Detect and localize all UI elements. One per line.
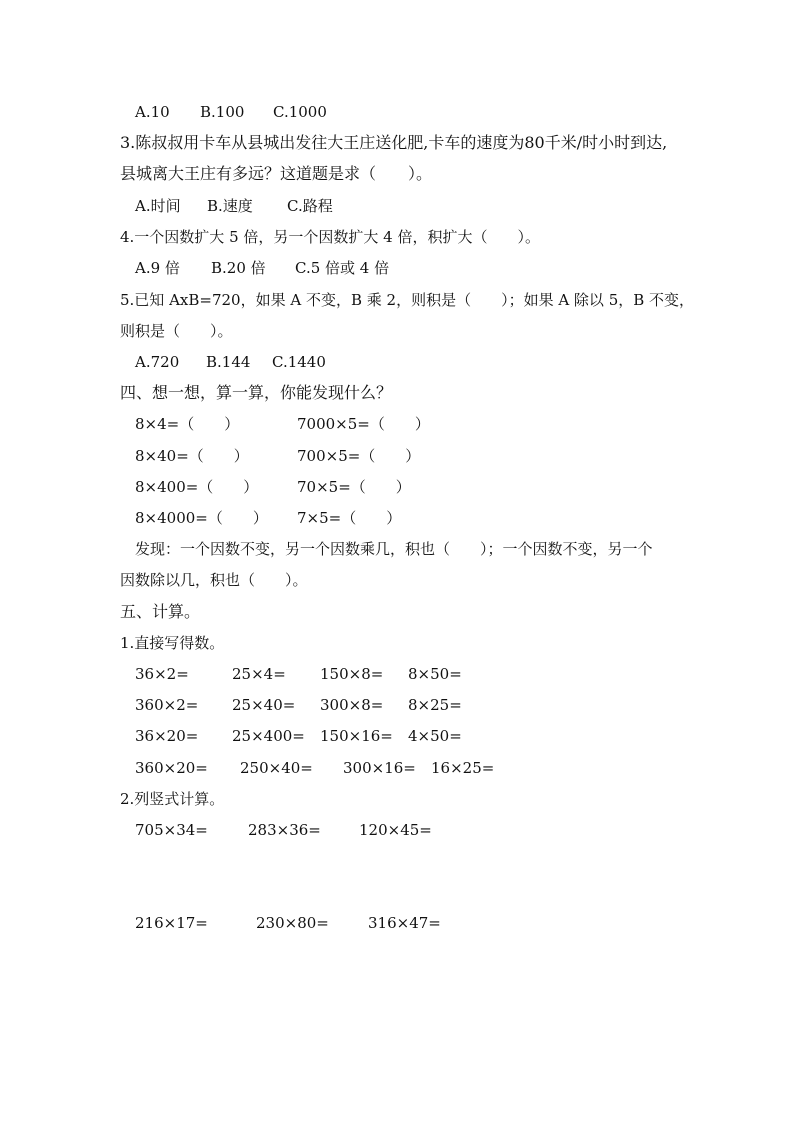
q3-option-b: B.速度	[207, 197, 253, 215]
section4-title: 四、想一想，算一算，你能发现什么？	[120, 383, 393, 402]
q2-option-a: A.10	[135, 103, 170, 121]
section4-left-4: 8×4000=（ ）	[135, 509, 268, 527]
section5-part1-title: 1.直接写得数。	[120, 634, 225, 652]
calc-cell: 8×50=	[408, 665, 462, 683]
section5-title: 五、计算。	[120, 602, 201, 621]
vertical-calc-item: 230×80=	[256, 914, 329, 932]
q4-option-a: A.9 倍	[135, 259, 180, 277]
q2-option-b: B.100	[200, 103, 245, 121]
calc-cell: 25×40=	[232, 696, 296, 714]
q5-option-b: B.144	[206, 353, 251, 371]
calc-cell: 16×25=	[431, 759, 495, 777]
calc-cell: 25×4=	[232, 665, 286, 683]
calc-cell: 4×50=	[408, 727, 462, 745]
q5-option-a: A.720	[135, 353, 180, 371]
q5-line1: 5.已知 AxB=720，如果 A 不变，B 乘 2，则积是（ ）；如果 A 除以 5，B 不变，	[120, 291, 695, 309]
vertical-calc-item: 283×36=	[248, 821, 321, 839]
calc-cell: 150×8=	[320, 665, 384, 683]
q5-option-c: C.1440	[272, 353, 326, 371]
q3-line1: 3.陈叔叔用卡车从县城出发往大王庄送化肥,卡车的速度为80千米/时小时到达,	[120, 133, 668, 152]
q3-line2: 县城离大王庄有多远？这道题是求（ ）。	[120, 164, 433, 183]
section4-right-3: 70×5=（ ）	[297, 478, 411, 496]
vertical-calc-item: 705×34=	[135, 821, 208, 839]
q5-line2: 则积是（ ）。	[120, 322, 233, 340]
calc-cell: 150×16=	[320, 727, 393, 745]
calc-cell: 36×20=	[135, 727, 199, 745]
q4-option-b: B.20 倍	[211, 259, 266, 277]
section4-right-1: 7000×5=（ ）	[297, 415, 430, 433]
section4-right-2: 700×5=（ ）	[297, 447, 421, 465]
vertical-calc-item: 120×45=	[359, 821, 432, 839]
calc-cell: 360×20=	[135, 759, 208, 777]
section4-discovery-line1: 发现：一个因数不变，另一个因数乘几，积也（ ）；一个因数不变，另一个	[135, 540, 653, 558]
calc-cell: 300×8=	[320, 696, 384, 714]
section4-left-1: 8×4=（ ）	[135, 415, 240, 433]
q2-option-c: C.1000	[273, 103, 327, 121]
calc-cell: 8×25=	[408, 696, 462, 714]
section4-left-2: 8×40=（ ）	[135, 447, 249, 465]
vertical-calc-item: 216×17=	[135, 914, 208, 932]
calc-cell: 360×2=	[135, 696, 199, 714]
section4-right-4: 7×5=（ ）	[297, 509, 402, 527]
calc-cell: 300×16=	[343, 759, 416, 777]
q3-option-a: A.时间	[135, 197, 181, 215]
calc-cell: 25×400=	[232, 727, 305, 745]
calc-cell: 36×2=	[135, 665, 189, 683]
vertical-calc-item: 316×47=	[368, 914, 441, 932]
q4-option-c: C.5 倍或 4 倍	[295, 259, 390, 277]
section4-left-3: 8×400=（ ）	[135, 478, 259, 496]
q3-option-c: C.路程	[287, 197, 333, 215]
section4-discovery-line2: 因数除以几，积也（ ）。	[120, 571, 308, 589]
calc-cell: 250×40=	[240, 759, 313, 777]
q4-line: 4.一个因数扩大 5 倍，另一个因数扩大 4 倍，积扩大（ ）。	[120, 228, 540, 246]
section5-part2-title: 2.列竖式计算。	[120, 790, 225, 808]
